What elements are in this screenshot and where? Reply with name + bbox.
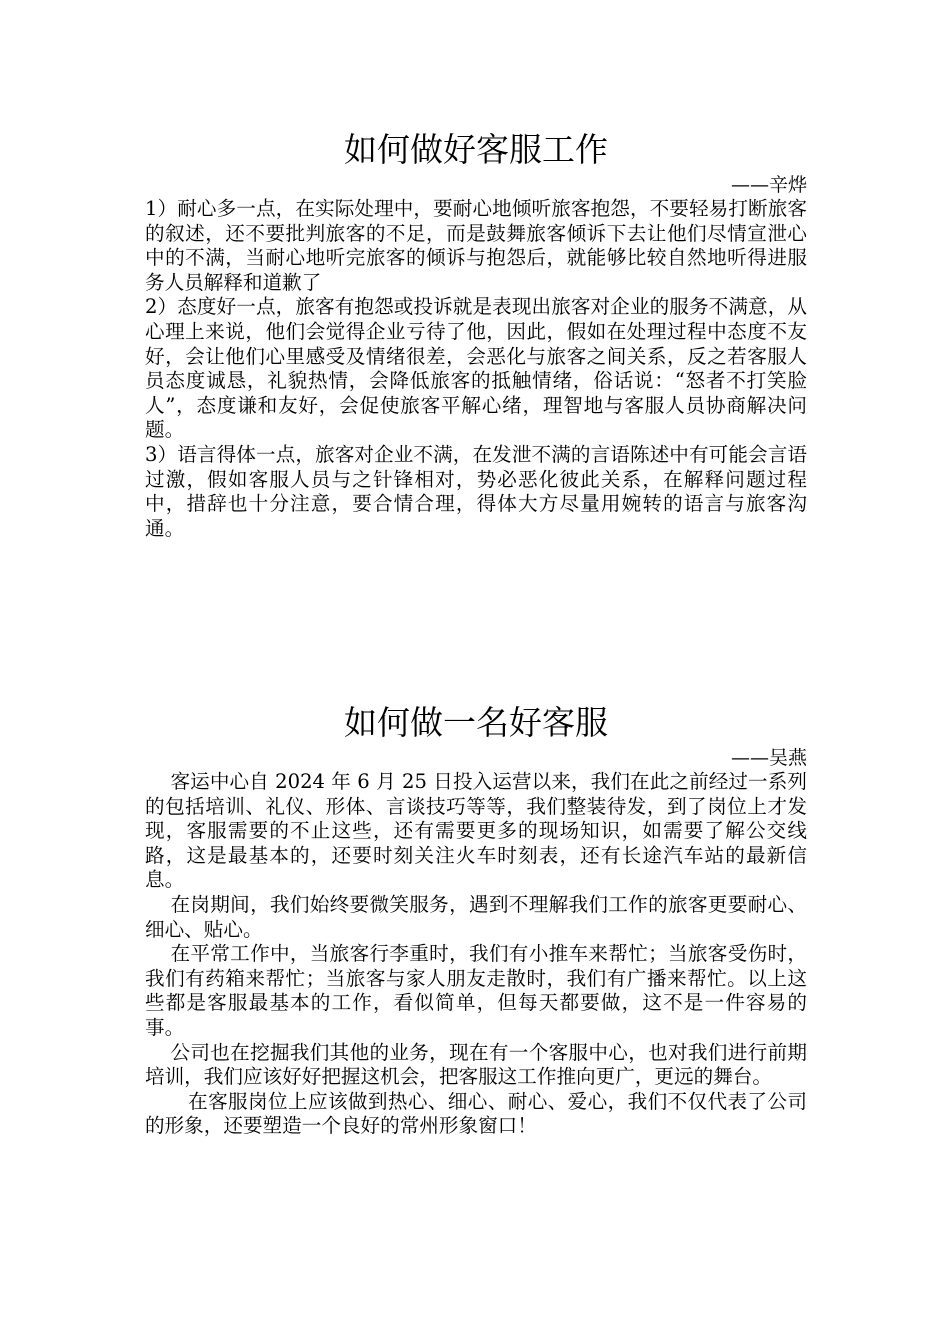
article-title: 如何做一名好客服: [344, 703, 608, 742]
article-author: ——吴燕: [730, 747, 807, 769]
paragraph-company-business: 公司也在挖掘我们其他的业务，现在有一个客服中心，也对我们进行前期培训，我们应该好好把握这机会，把客服这工作推向更广，更远的舞台。: [145, 1040, 807, 1089]
article-good-customer-service: [145, 700, 807, 1139]
paragraph-conclusion: 在客服岗位上应该做到热心、细心、耐心、爱心，我们不仅代表了公司的形象，还要塑造一个良好的常州形象窗口！: [145, 1089, 807, 1138]
paragraph-patience: 1）耐心多一点，在实际处理中，要耐心地倾听旅客抱怨，不要轻易打断旅客的叙述，还不要批判旅客的不足，而是鼓舞旅客倾诉下去让他们尽情宣泄心中的不满，当耐心地听完旅客的倾诉与抱怨后，就能够比较自然地听得进服务人员解释和道歉了: [145, 197, 807, 294]
paragraph-intro: 客运中心自 2024 年 6 月 25 日投入运营以来，我们在此之前经过一系列的包括培训、礼仪、形体、言谈技巧等等，我们整装待发，到了岗位上才发现，客服需要的不止这些，还有需要更多的现场知识，如需要了解公交线路，这是最基本的，还要时刻关注火车时刻表，还有长途汽车站的最新信息。: [145, 770, 807, 892]
article-title: 如何做好客服工作: [344, 130, 608, 169]
paragraph-attitude: 2）态度好一点，旅客有抱怨或投诉就是表现出旅客对企业的服务不满意，从心理上来说，他们会觉得企业亏待了他，因此，假如在处理过程中态度不友好，会让他们心里感受及情绪很差，会恶化与旅客之间关系，反之若客服人员态度诚恳，礼貌热情，会降低旅客的抵触情绪，俗话说：“怒者不打笑脸人”，态度谦和友好，会促使旅客平解心绪，理智地与客服人员协商解决问题。: [145, 295, 807, 442]
article-customer-service-work: [145, 127, 807, 541]
paragraph-smile-service: 在岗期间，我们始终要微笑服务，遇到不理解我们工作的旅客更要耐心、细心、贴心。: [145, 892, 807, 941]
article-author: ——辛烨: [730, 174, 807, 196]
paragraph-daily-work: 在平常工作中，当旅客行李重时，我们有小推车来帮忙；当旅客受伤时，我们有药箱来帮忙；当旅客与家人朋友走散时，我们有广播来帮忙。以上这些都是客服最基本的工作，看似简单，但每天都要做，这不是一件容易的事。: [145, 942, 807, 1039]
paragraph-language: 3）语言得体一点，旅客对企业不满，在发泄不满的言语陈述中有可能会言语过激，假如客服人员与之针锋相对，势必恶化彼此关系，在解释问题过程中，措辞也十分注意，要合情合理，得体大方尽量用婉转的语言与旅客沟通。: [145, 442, 807, 540]
